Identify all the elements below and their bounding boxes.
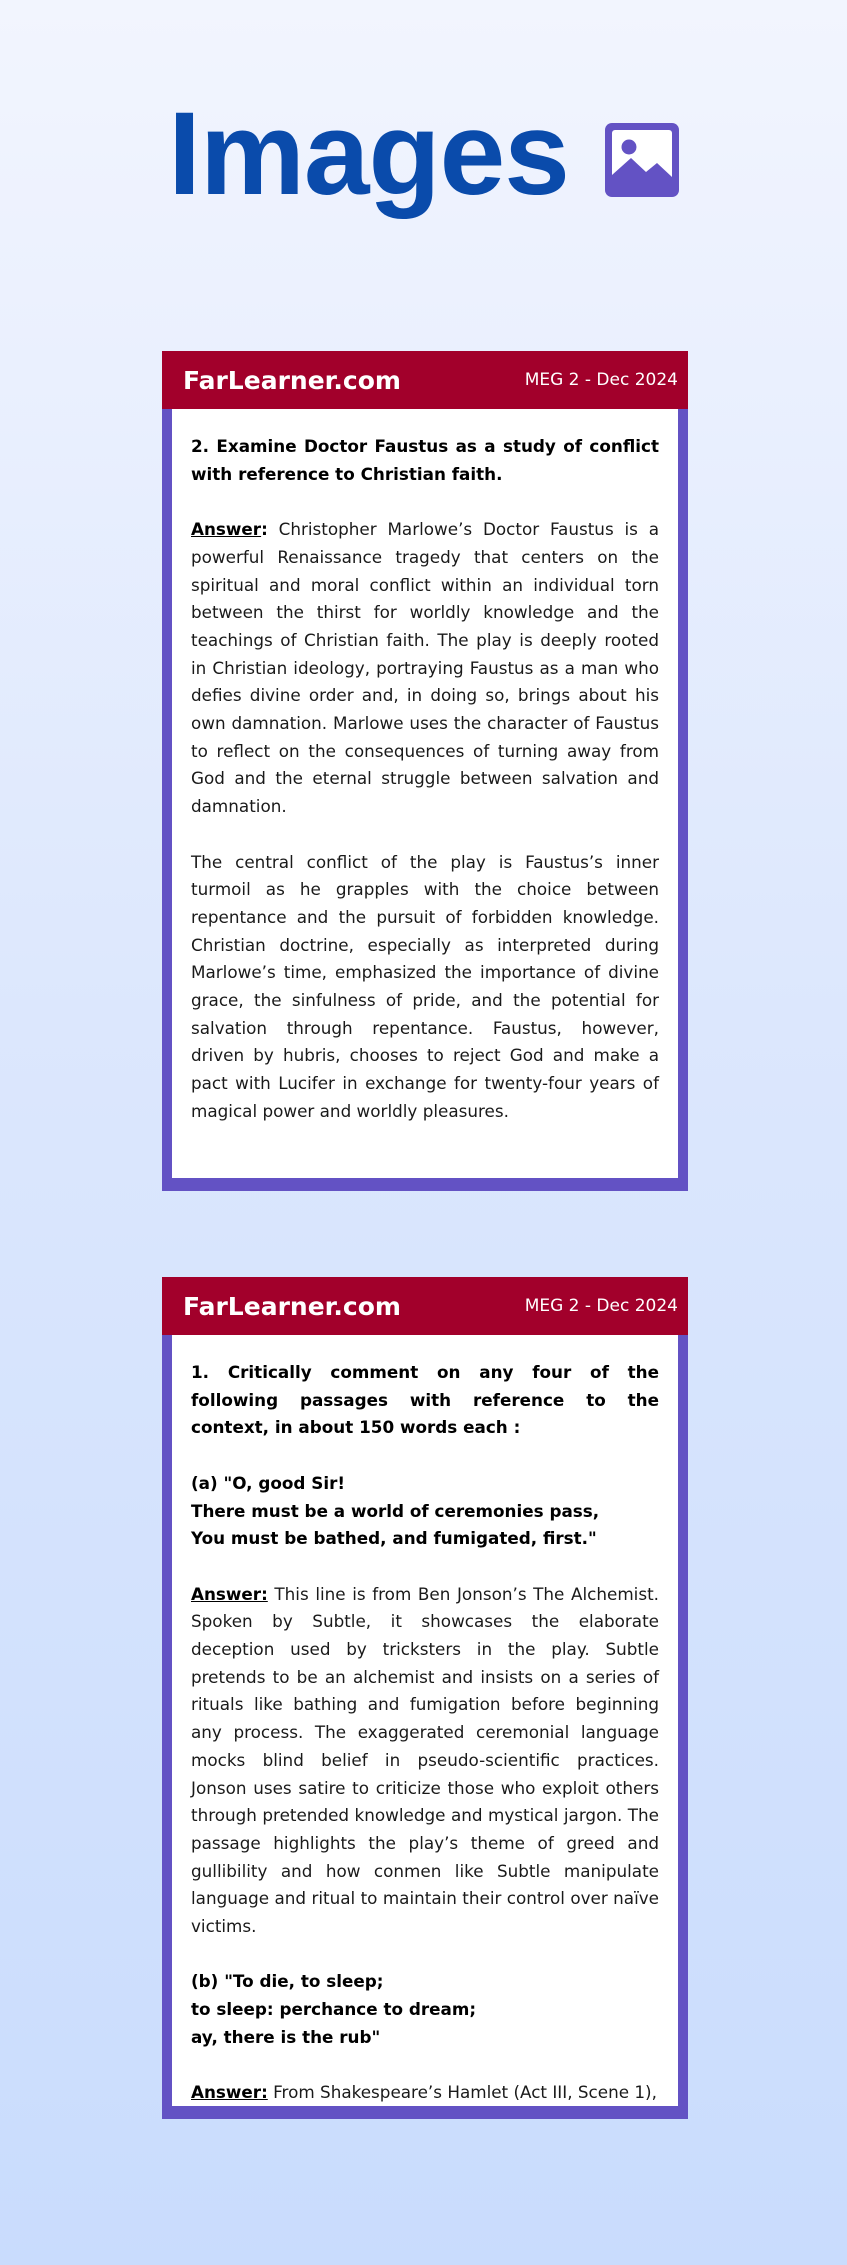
question-heading: 1. Critically comment on any four of the following passages with reference to the context, in about 150 words each : [191, 1362, 659, 1438]
quote-line: (b) "To die, to sleep; [191, 1971, 384, 1992]
answer-colon: : [261, 519, 268, 540]
document-card-passages [162, 1277, 688, 2119]
image-icon [605, 123, 679, 197]
page-header [0, 88, 847, 220]
body-paragraph: The central conflict of the play is Faustus’s inner turmoil as he grapples with the choice between repentance and the pursuit of forbidden knowledge. Christian doctrine, especially as interpreted during Marlowe’s time, emphasized the importance of divine grace, the sinfulness of pride, and the potential for salvation through repentance. Faustus, however, driven by hubris, chooses to reject God and make a pact with Lucifer in exchange for twenty-four years of magical power and worldly pleasures. [191, 851, 659, 1121]
card-body [172, 409, 678, 1178]
card-body [172, 1335, 678, 2106]
brand-name: FarLearner.com [183, 365, 401, 395]
exam-code: MEG 2 - Dec 2024 [524, 370, 678, 390]
quote-line: (a) "O, good Sir! [191, 1472, 346, 1493]
card-header [162, 351, 688, 409]
answer-text: Christopher Marlowe’s Doctor Faustus is a powerful Renaissance tragedy that centers on the spiritual and moral conflict within an individual torn between the thirst for worldly knowledge and the teachings of Christian faith. The play is deeply rooted in Christian ideology, portraying Faustus as a man who defies divine order and, in doing so, brings about his own damnation. Marlowe uses the character of Faustus to reflect on the consequences of turning away from God and the eternal struggle between salvation and damnation. [191, 519, 659, 817]
answer-label: Answer [191, 519, 262, 540]
answer-paragraph [191, 516, 659, 821]
answer-text: This line is from Ben Jonson’s The Alchemist. Spoken by Subtle, it showcases the elaborate deception used by tricksters in the play. Subtle pretends to be an alchemist and insists on a series of rituals like bathing and fumigation before beginning any process. The exaggerated ceremonial language mocks blind belief in pseudo-scientific practices. Jonson uses satire to criticize those who exploit others through pretended knowledge and mystical jargon. The passage highlights the play’s theme of greed and gullibility and how conmen like Subtle manipulate language and ritual to maintain their control over naïve victims. [191, 1583, 659, 1937]
question-heading: 2. Examine Doctor Faustus as a study of conflict with reference to Christian faith. [191, 436, 659, 484]
quote-line: ay, there is the rub" [191, 2026, 381, 2047]
brand-name: FarLearner.com [183, 1291, 401, 1321]
exam-code: MEG 2 - Dec 2024 [524, 1296, 678, 1316]
answer-paragraph-a [191, 1581, 659, 1941]
card-header [162, 1277, 688, 1335]
quote-b [191, 1968, 659, 2051]
quote-line: to sleep: perchance to dream; [191, 1999, 477, 2020]
quote-line: There must be a world of ceremonies pass, [191, 1500, 600, 1521]
document-card-faustus [162, 351, 688, 1191]
answer-text: From Shakespeare’s Hamlet (Act III, Scene 1), [267, 2082, 657, 2103]
quote-a [191, 1470, 659, 1553]
quote-line: You must be bathed, and fumigated, first." [191, 1528, 597, 1549]
page-title: Images [168, 88, 569, 220]
answer-label: Answer: [191, 2082, 268, 2103]
answer-paragraph-b [191, 2079, 659, 2106]
answer-label: Answer: [191, 1583, 268, 1604]
